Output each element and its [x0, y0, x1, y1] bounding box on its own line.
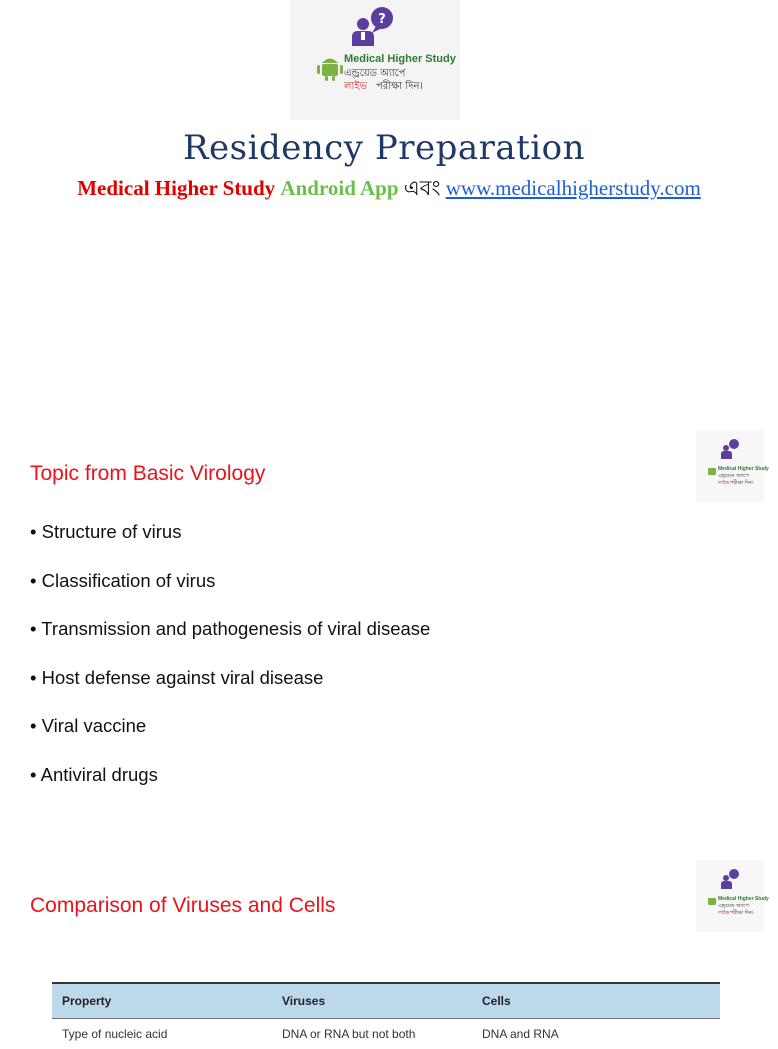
logo-tagline-2-rest-small: পরীক্ষা দিন। — [730, 480, 754, 488]
logo-tagline-2-red: লাইভ — [344, 79, 367, 96]
logo-tagline-2-red-small: লাইভ — [718, 480, 730, 488]
section-heading: Topic from Basic Virology — [30, 462, 265, 486]
column-header-viruses: Viruses — [272, 984, 472, 1019]
logo-brand-name: Medical Higher Study — [344, 53, 456, 65]
list-item: • Transmission and pathogenesis of viral disease — [30, 617, 430, 666]
brand-logo-small — [696, 860, 764, 932]
section-heading: Comparison of Viruses and Cells — [30, 894, 335, 918]
subtitle-brand: Medical Higher Study — [77, 176, 275, 200]
table-row — [52, 1019, 720, 1049]
table-cell: Type of nucleic acid — [52, 1019, 272, 1049]
title-slide — [0, 0, 768, 390]
logo-brand-name-small: Medical Higher Study — [718, 896, 769, 902]
list-item: • Classification of virus — [30, 569, 430, 618]
topics-slide — [0, 420, 768, 810]
table-cell: DNA or RNA but not both — [272, 1019, 472, 1049]
logo-tagline-2-red-small: লাইভ — [718, 910, 730, 918]
logo-tagline-1-small: এন্ড্রয়েড অ্যাপে — [718, 473, 749, 481]
column-header-cells: Cells — [472, 984, 720, 1019]
logo-tagline-1: এন্ড্রয়েড অ্যাপে — [344, 66, 405, 83]
logo-tagline-2-rest: পরীক্ষা দিন। — [376, 79, 423, 96]
column-header-property: Property — [52, 984, 272, 1019]
list-item: • Host defense against viral disease — [30, 666, 430, 715]
website-link[interactable]: www.medicalhigherstudy.com — [446, 176, 701, 200]
logo-brand-name-small: Medical Higher Study — [718, 466, 769, 472]
subtitle-conjunction: এবং — [404, 176, 441, 200]
list-item: • Structure of virus — [30, 520, 430, 569]
logo-tagline-1-small: এন্ড্রয়েড অ্যাপে — [718, 903, 749, 911]
brand-logo — [290, 0, 460, 120]
logo-tagline-2-rest-small: পরীক্ষা দিন। — [730, 910, 754, 918]
subtitle-android: Android App — [280, 176, 398, 200]
comparison-slide — [0, 850, 768, 1024]
slide-subtitle — [0, 172, 778, 207]
table-header-row — [52, 984, 720, 1019]
list-item: • Antiviral drugs — [30, 763, 430, 812]
brand-logo-small — [696, 430, 764, 502]
list-item: • Viral vaccine — [30, 714, 430, 763]
svg-text:?: ? — [378, 12, 386, 27]
slide-title: Residency Preparation — [0, 128, 768, 168]
comparison-table — [52, 982, 720, 1049]
table-cell: DNA and RNA — [472, 1019, 720, 1049]
topic-list — [30, 520, 430, 811]
